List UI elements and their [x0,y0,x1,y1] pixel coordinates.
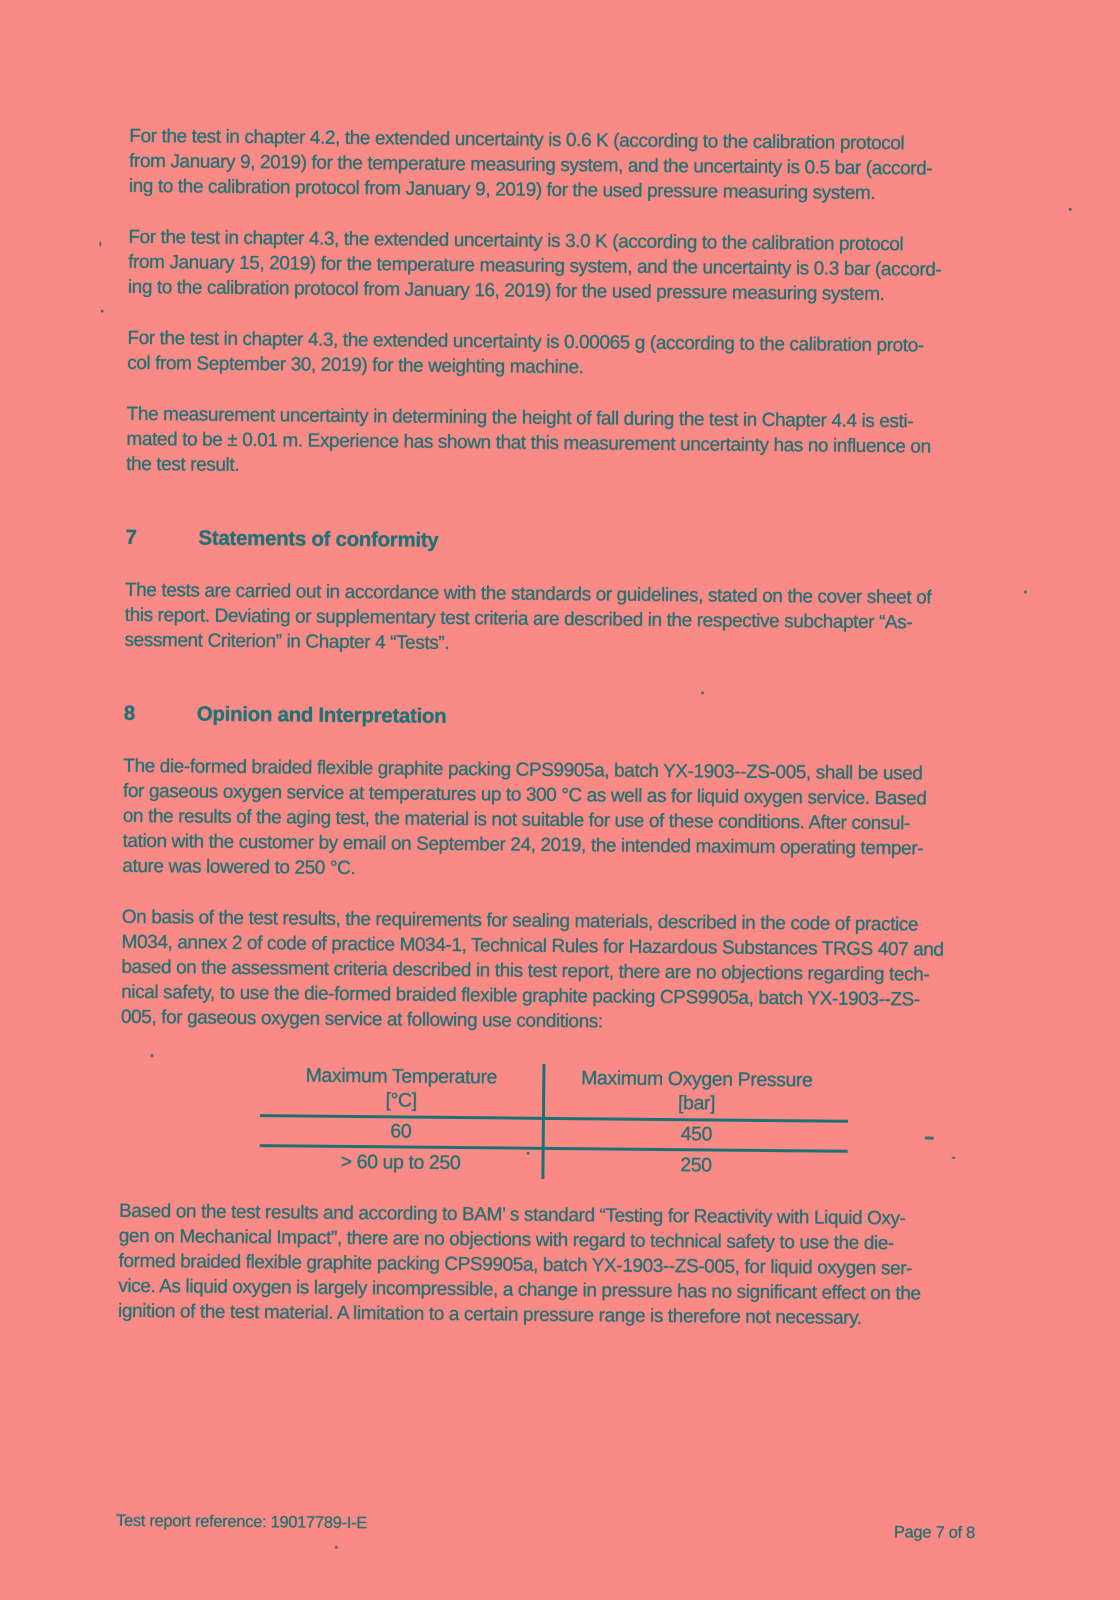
footer-test-report-reference: Test report reference: 19017789-I-E [115,1511,368,1533]
section-heading-7 [125,525,970,559]
use-conditions-table [259,1061,848,1182]
scan-noise-dot [1024,590,1027,593]
footer-page-number: Page 7 of 8 [893,1523,976,1543]
table-cell-temperature-1: 60 [260,1117,542,1150]
paragraph-uncertainty-ch43-temperature: For the test in chapter 4.3, the extended uncertainty is 3.0 K (according to the calibration protocol from January 15, 2019) for the temperature measuring system, and the uncertainty is 0.3 bar (accord- ing to the calibration protocol from January 16, 2019) for the used pressure measuring system. [127,226,942,306]
paragraph-conformity: The tests are carried out in accordance with the standards or guidelines, stated on the cover sheet of this report. Deviating or supplementary test criteria are described in the respective subchapter “As- sessment Criterion” in Chapter 4 “Tests”. [124,579,932,654]
paragraph-uncertainty-height-of-fall: The measurement uncertainty in determining the height of fall during the test in Chapter 4.4 is esti- mated to be ± 0.01 m. Experience has shown that this measurement uncertainty has no influence on the test result. [126,403,931,476]
section-7-title: Statements of conformity [198,526,439,552]
page-content [118,0,976,1332]
section-heading-8 [124,701,969,735]
paragraph-opinion-liquid-oxygen: Based on the test results and according to BAM’ s standard “Testing for Reactivity with Liquid Oxy- gen on Mechanical Impact”, there are no objections with regard to technical safety to use the die- formed braided flexible graphite packing CPS9905a, batch YX-1903--ZS-005, for liquid oxygen ser- vice. As liquid oxygen is largely incompressible, a change in pressure has no significant effect on the ignition of the test material. A limitation to a certain pressure range is therefore not necessary. [117,1200,921,1329]
table-cell-pressure-2: 250 [541,1150,847,1182]
section-8-title: Opinion and Interpretation [196,702,447,728]
paragraph-opinion-intro: The die-formed braided flexible graphite packing CPS9905a, batch YX-1903--ZS-005, shall be used for gaseous oxygen service at temperatures up to 300 °C as well as for liquid oxygen service. Based on the results of the aging test, the material is not suitable for use of these conditions. After consul- tation with the customer by email on September 24, 2019, the intended maximum operating temper- ature was lowered to 250 °C. [122,755,927,880]
table-cell-temperature-2: > 60 up to 250 [340,1150,461,1175]
scan-noise-dot [99,242,101,247]
scan-noise-dot [952,1157,956,1159]
scan-noise-dot [101,310,104,313]
table-header-temperature-unit: [°C] [385,1089,417,1112]
section-8-number: 8 [123,701,136,725]
table-header-pressure [542,1064,849,1123]
scan-noise-dash [925,1137,934,1140]
paragraph-uncertainty-ch42: For the test in chapter 4.2, the extended uncertainty is 0.6 K (according to the calibration protocol from January 9, 2019) for the temperature measuring system, and the uncertainty is 0.5 bar (accord- ing to the calibration protocol from January 9, 2019) for the used pressure measuring system. [128,125,933,204]
table-header-temperature-title: Maximum Temperature [305,1064,498,1089]
scan-noise-dot [701,691,704,694]
table-header-pressure-unit: [bar] [677,1092,716,1115]
scan-noise-dot [335,1546,338,1549]
table-row [259,1147,847,1182]
scan-noise-dot [151,1054,154,1057]
table-header-row [260,1061,849,1123]
paragraph-uncertainty-ch43-weighting: For the test in chapter 4.3, the extended uncertainty is 0.00065 g (according to the calibration proto- col from September 30, 2019) for the weighting machine. [127,327,924,379]
paragraph-opinion-basis: On basis of the test results, the requirements for sealing materials, described in the code of practice M034, annex 2 of code of practice M034-1, Technical Rules for Hazardous Substances TRGS 407 and based on the assessment criteria described in this test report, there are no objections regarding tech- nical safety, to use the die-formed braided flexible graphite packing CPS9905a, batch YX-1903--ZS- 005, for gaseous oxygen service at following use conditions: [120,906,944,1033]
scan-noise-dot [527,1152,530,1155]
table-header-temperature [260,1061,543,1120]
section-7-number: 7 [125,525,137,549]
scan-noise-dot [1069,208,1072,211]
table-header-pressure-title: Maximum Oxygen Pressure [581,1067,813,1092]
table-cell-pressure-1: 450 [542,1120,848,1153]
